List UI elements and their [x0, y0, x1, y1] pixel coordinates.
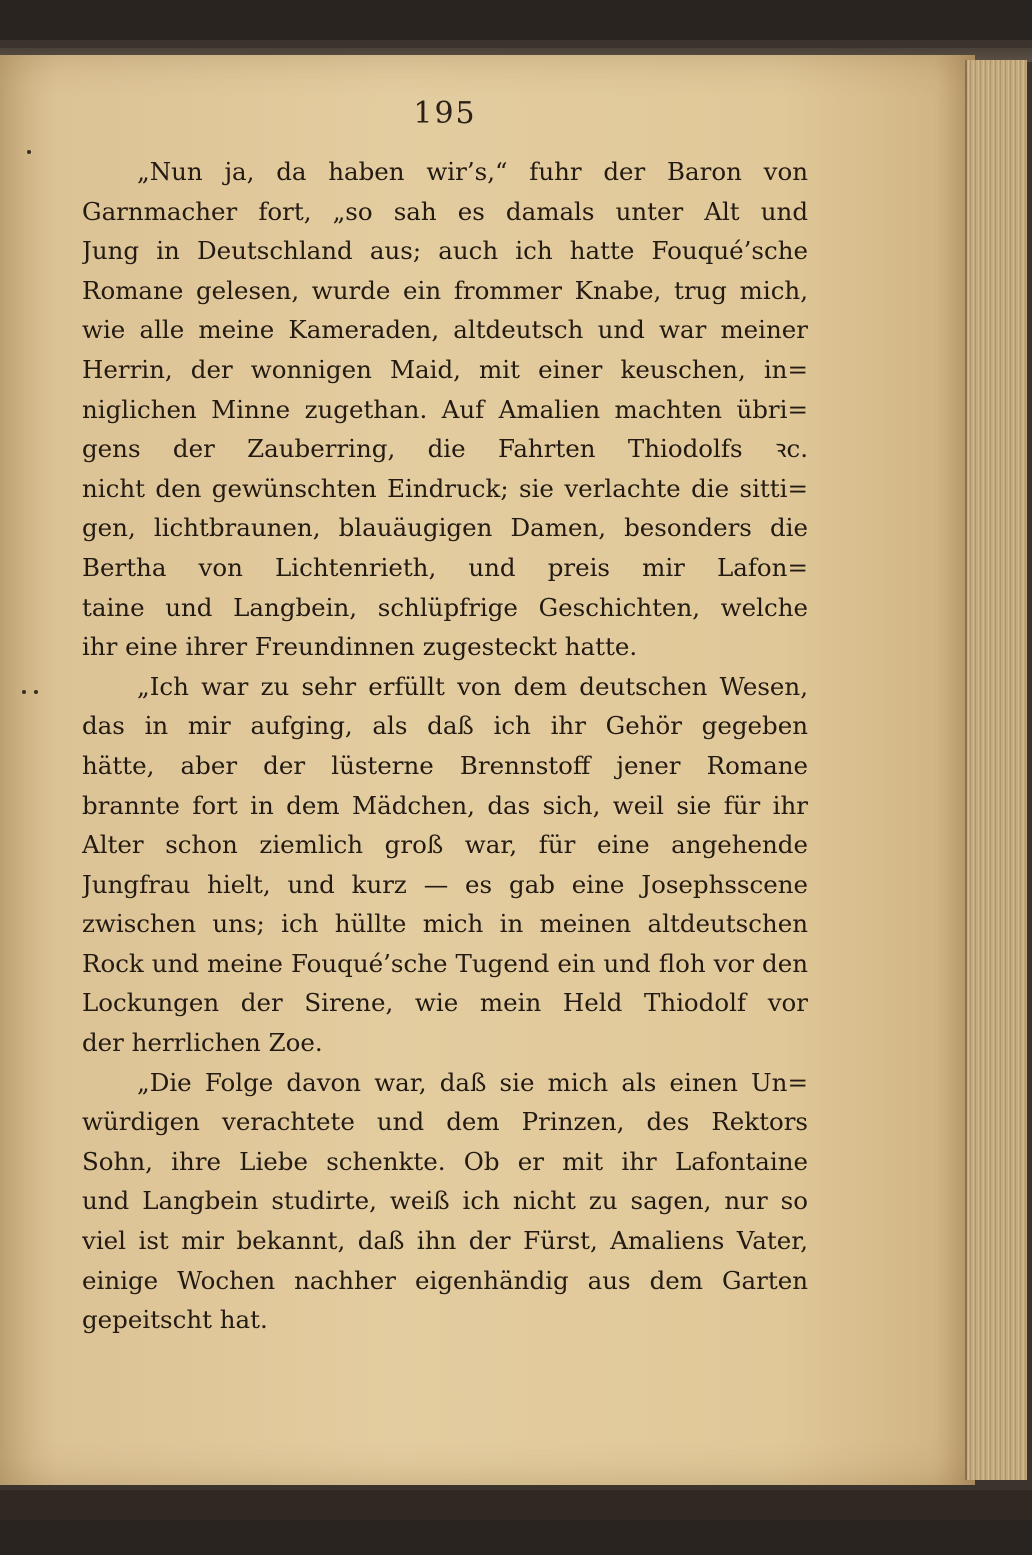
text-line: Rock und meine Fouqué’sche Tugend ein und floh vor den: [82, 948, 808, 978]
text-line: niglichen Minne zugethan. Auf Amalien machten übri=: [82, 394, 808, 424]
text-line: „Nun ja, da haben wir’s,“ fuhr der Baron von: [137, 157, 808, 186]
text-line: würdigen verachtete und dem Prinzen, des Rektors: [82, 1107, 808, 1137]
text-line: der herrlichen Zoe.: [82, 1028, 323, 1058]
text-line: Bertha von Lichtenrieth, und preis mir Lafon=: [82, 552, 808, 582]
text-line: wie alle meine Kameraden, altdeutsch und war meiner: [82, 315, 808, 345]
text-line: zwischen uns; ich hüllte mich in meinen altdeutschen: [82, 909, 808, 939]
text-line: gen, lichtbraunen, blauäugigen Damen, besonders die: [82, 513, 808, 543]
text-line: Herrin, der wonnigen Maid, mit einer keuschen, in=: [82, 354, 808, 384]
text-line: „Die Folge davon war, daß sie mich als einen Un=: [137, 1067, 808, 1097]
text-line: „Ich war zu sehr erfüllt von dem deutschen Wesen,: [137, 671, 808, 701]
text-line: Sohn, ihre Liebe schenkte. Ob er mit ihr Lafontaine: [82, 1146, 808, 1176]
page-number: 195: [413, 96, 477, 131]
book-bottom-edge: [0, 1490, 1032, 1520]
text-line: und Langbein studirte, weiß ich nicht zu sagen, nur so: [82, 1186, 808, 1216]
margin-mark: [34, 690, 38, 694]
text-line: Romane gelesen, wurde ein frommer Knabe, trug mich,: [82, 275, 808, 305]
text-line: Jung in Deutschland aus; auch ich hatte Fouqué’sche: [82, 236, 808, 266]
margin-mark: [22, 690, 26, 694]
text-line: gens der Zauberring, die Fahrten Thiodolfs ꝛc.: [82, 434, 808, 464]
text-line: einige Wochen nachher eigenhändig aus dem Garten: [82, 1265, 808, 1295]
text-line: Lockungen der Sirene, wie mein Held Thiodolf vor: [82, 988, 808, 1018]
text-line: das in mir aufging, als daß ich ihr Gehör gegeben: [82, 711, 808, 741]
page-edges: [965, 60, 1027, 1480]
text-line: taine und Langbein, schlüpfrige Geschichten, welche: [82, 592, 808, 622]
margin-mark: [27, 150, 31, 154]
text-line: Jungfrau hielt, und kurz — es gab eine Josephsscene: [82, 869, 808, 899]
body-text: [82, 152, 808, 1340]
text-line: Garnmacher fort, „so sah es damals unter Alt und: [82, 196, 808, 226]
text-line: ihr eine ihrer Freundinnen zugesteckt hatte.: [82, 632, 638, 662]
text-line: viel ist mir bekannt, daß ihn der Fürst, Amaliens Vater,: [82, 1226, 808, 1256]
text-line: gepeitscht hat.: [82, 1305, 268, 1335]
text-line: hätte, aber der lüsterne Brennstoff jener Romane: [82, 750, 808, 780]
text-line: Alter schon ziemlich groß war, für eine angehende: [82, 830, 808, 860]
text-line: brannte fort in dem Mädchen, das sich, weil sie für ihr: [82, 790, 808, 820]
text-line: nicht den gewünschten Eindruck; sie verlachte die sitti=: [82, 473, 808, 503]
